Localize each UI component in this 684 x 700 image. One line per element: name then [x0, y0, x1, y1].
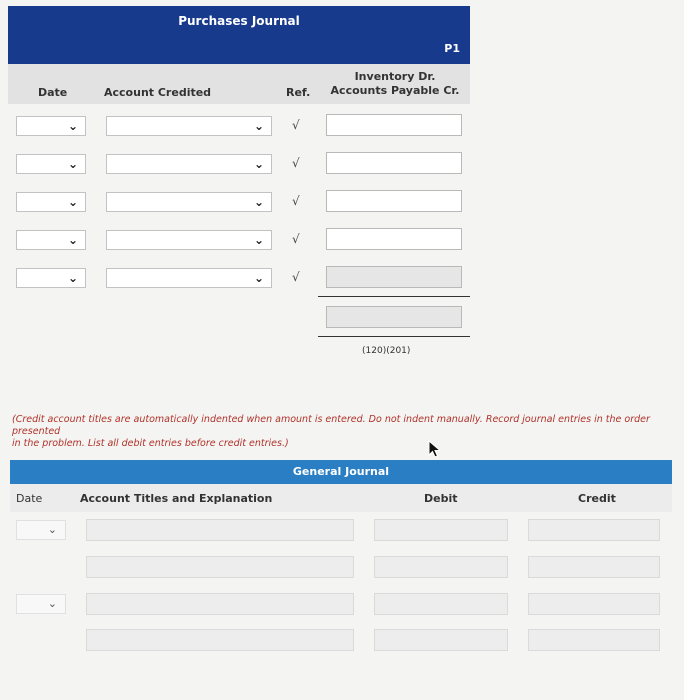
gj-row4-account-input[interactable]: [86, 629, 354, 651]
chevron-down-icon: ⌄: [47, 597, 57, 610]
pj-total-input[interactable]: [326, 306, 462, 328]
gj-row1-date-select[interactable]: [16, 520, 66, 540]
gj-row1-credit-input[interactable]: [528, 519, 660, 541]
chevron-down-icon: ⌄: [253, 195, 264, 209]
pj-row4-amount-input[interactable]: [326, 228, 462, 250]
col-ref: Ref.: [286, 86, 311, 99]
pj-row3-date-select[interactable]: [16, 192, 86, 212]
pj-row1-account-select[interactable]: [106, 116, 272, 136]
gj-row3-credit-input[interactable]: [528, 593, 660, 615]
gj-col-account: Account Titles and Explanation: [80, 492, 273, 505]
pj-row4-account-select[interactable]: [106, 230, 272, 250]
gj-col-date: Date: [16, 492, 43, 505]
total-rule-top: [318, 296, 470, 297]
pj-row3-ref-check: √: [292, 194, 300, 208]
col-amount-line2: Accounts Payable Cr.: [330, 84, 460, 97]
chevron-down-icon: ⌄: [67, 157, 78, 171]
pj-row4-date-select[interactable]: [16, 230, 86, 250]
instructions-line2: in the problem. List all debit entries before credit entries.): [12, 438, 289, 449]
pj-row5-account-select[interactable]: [106, 268, 272, 288]
pj-row2-date-select[interactable]: [16, 154, 86, 174]
col-amount-line1: Inventory Dr.: [354, 70, 436, 83]
gj-row2-credit-input[interactable]: [528, 556, 660, 578]
total-rule-bottom: [318, 336, 470, 337]
chevron-down-icon: ⌄: [253, 119, 264, 133]
journal-page-number: P1: [444, 42, 460, 55]
pj-row5-ref-check: √: [292, 270, 300, 284]
instructions-text: [12, 414, 672, 450]
purchases-journal-header: [8, 6, 470, 64]
gj-col-credit: Credit: [578, 492, 616, 505]
gj-row3-debit-input[interactable]: [374, 593, 508, 615]
gj-row2-debit-input[interactable]: [374, 556, 508, 578]
instructions-line1: (Credit account titles are automatically indented when amount is entered. Do not indent manually. Record journal entries in the order presented: [12, 414, 650, 437]
pj-row2-ref-check: √: [292, 156, 300, 170]
gj-row3-date-select[interactable]: [16, 594, 66, 614]
gj-row2-account-input[interactable]: [86, 556, 354, 578]
purchases-journal-title: Purchases Journal: [178, 14, 300, 28]
general-journal-title: General Journal: [292, 465, 390, 478]
pj-row1-ref-check: √: [292, 118, 300, 132]
pj-row1-date-select[interactable]: [16, 116, 86, 136]
col-account-credited: Account Credited: [104, 86, 212, 99]
chevron-down-icon: ⌄: [67, 119, 78, 133]
posting-reference: (120)(201): [362, 346, 411, 356]
pj-row2-amount-input[interactable]: [326, 152, 462, 174]
chevron-down-icon: ⌄: [67, 195, 78, 209]
pj-row2-account-select[interactable]: [106, 154, 272, 174]
gj-col-debit: Debit: [424, 492, 458, 505]
col-date: Date: [38, 86, 68, 99]
gj-row1-account-input[interactable]: [86, 519, 354, 541]
chevron-down-icon: ⌄: [253, 271, 264, 285]
chevron-down-icon: ⌄: [253, 233, 264, 247]
gj-row1-debit-input[interactable]: [374, 519, 508, 541]
chevron-down-icon: ⌄: [67, 271, 78, 285]
gj-row4-credit-input[interactable]: [528, 629, 660, 651]
pj-row1-amount-input[interactable]: [326, 114, 462, 136]
chevron-down-icon: ⌄: [47, 523, 57, 536]
chevron-down-icon: ⌄: [253, 157, 264, 171]
pj-row4-ref-check: √: [292, 232, 300, 246]
pj-row5-date-select[interactable]: [16, 268, 86, 288]
pj-row5-amount-input[interactable]: [326, 266, 462, 288]
gj-row3-account-input[interactable]: [86, 593, 354, 615]
mouse-pointer-icon: [428, 440, 442, 458]
pj-row3-amount-input[interactable]: [326, 190, 462, 212]
general-journal-header: [10, 460, 672, 484]
chevron-down-icon: ⌄: [67, 233, 78, 247]
pj-row3-account-select[interactable]: [106, 192, 272, 212]
gj-row4-debit-input[interactable]: [374, 629, 508, 651]
